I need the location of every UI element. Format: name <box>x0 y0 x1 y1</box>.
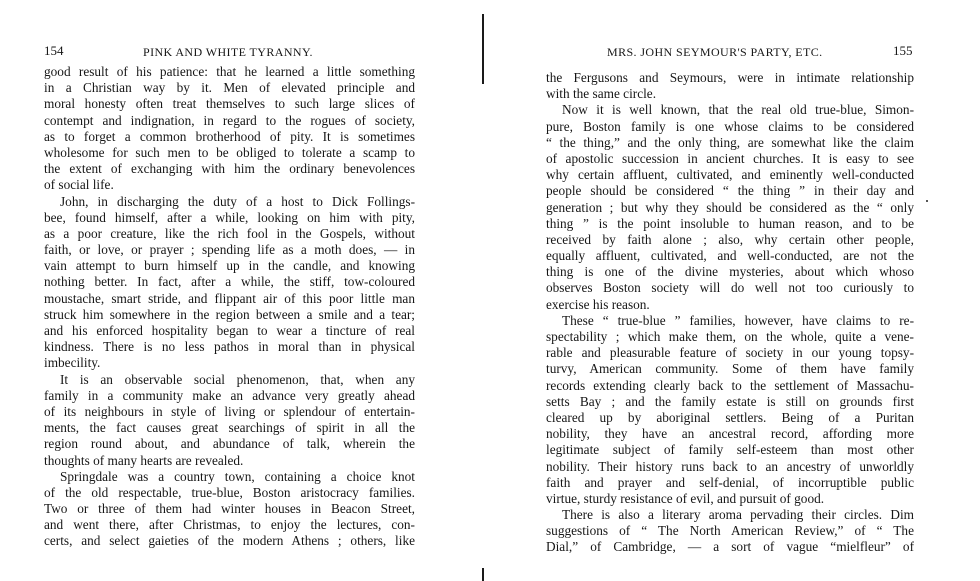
text-line: Dial,” of Cambridge, — a sort of vague “mielfleur” of <box>546 539 914 555</box>
text-line: thoughts of many hearts are revealed. <box>44 452 244 468</box>
text-line: Springdale was a country town, containing a choice knot <box>60 468 415 484</box>
text-line: of social life. <box>44 177 114 193</box>
text-line: thing ” is the point insoluble to human reason, and to be <box>546 215 914 231</box>
text-line: and went there, after Christmas, to enjoy the lectures, con- <box>44 517 415 533</box>
text-line: as a poor creature, like the rich fool in the Gospels, without <box>44 225 415 241</box>
right-page-number: 155 <box>893 43 913 58</box>
text-line: turvy, American community. Some of them have family <box>546 361 914 377</box>
gutter-line <box>482 14 484 84</box>
left-page-number: 154 <box>44 43 64 58</box>
text-line: why certain affluent, cultivated, and eminently well-conducted <box>546 167 914 183</box>
text-line: John, in discharging the duty of a host to Dick Follings- <box>60 193 415 209</box>
text-line: as to forget a common brotherhood of pity. It is sometimes <box>44 128 415 144</box>
gutter-line-bottom <box>482 568 484 581</box>
text-line: generation ; but why they should be considered as the “ only <box>546 199 914 215</box>
text-line: Two or three of them had winter houses in Beacon Street, <box>44 501 415 517</box>
text-line: suggestions of “ The North American Review,” of “ The <box>546 523 914 539</box>
text-line: region round about, and abundance of talk, wherein the <box>44 436 415 452</box>
text-line: spectability ; which make them, on the whole, quite a vene- <box>546 329 914 344</box>
text-line: thing is one of the divine mysteries, about which whoso <box>546 264 914 280</box>
text-line: observes Boston society will do well not too curiously to <box>546 280 914 296</box>
text-line: virtue, sturdy resistance of evil, and pursuit of good. <box>546 490 825 506</box>
text-line: the extent of exchanging with him the ordinary benevolences <box>44 161 415 177</box>
text-line: contempt and indignation, in regard to the rogues of society, <box>44 112 415 128</box>
text-line: family in a community make an advance very greatly ahead <box>44 387 415 403</box>
right-running-head: MRS. JOHN SEYMOUR'S PARTY, ETC. <box>607 45 823 59</box>
text-line: nobility. Their history runs back to an ancestry of unworldly <box>546 458 914 474</box>
text-line: rable and pleasurable feature of society in our young topsy- <box>546 345 914 361</box>
text-line: equally affluent, cultivated, and well-conducted, are not the <box>546 248 914 264</box>
text-line: with the same circle. <box>546 86 657 102</box>
text-line: people should be considered “ the thing ” in their day and <box>546 183 914 199</box>
text-line: nothing better. In fact, after a while, the stiff, tow-coloured <box>44 274 415 290</box>
text-line: These “ true-blue ” families, however, have claims to re- <box>562 312 914 328</box>
text-line: Now it is well known, that the real old true-blue, Simon- <box>562 102 914 118</box>
text-line: imbecility. <box>44 355 101 371</box>
text-line: wholesome for such men to be obliged to tolerate a scamp to <box>44 144 415 160</box>
text-line: certs, and select gaieties of the modern Athens ; others, like <box>44 533 415 549</box>
text-line: pure, Boston family is one whose claims to be considered <box>546 118 914 134</box>
text-line: struck him somewhere in the region between a smile and a tear; <box>44 306 415 322</box>
text-line: “ the thing,” and the only thing, are somewhat like the claim <box>546 134 914 150</box>
text-line: bee, found himself, after a while, looking on him with pity, <box>44 209 415 225</box>
text-line: and his enforced hospitality began to wear a tincture of real <box>44 323 415 338</box>
text-line: the Fergusons and Seymours, were in intimate relationship <box>546 70 914 85</box>
text-line: of the old respectable, true-blue, Boston aristocracy families. <box>44 484 415 500</box>
text-line: There is also a literary aroma pervading their circles. Dim <box>562 507 914 523</box>
text-line: legitimate subject of family self-esteem than most other <box>546 442 914 458</box>
text-line: in a Christian way by it. Men of elevated principle and <box>44 80 415 96</box>
text-line: nobility, they have an ancestral record, affording more <box>546 426 914 442</box>
text-line: of its neighbours in style of living or splendour of entertain- <box>44 403 415 419</box>
text-line: faith and prayer and self-denial, of incorruptible public <box>546 474 914 490</box>
left-running-head: PINK AND WHITE TYRANNY. <box>143 45 313 59</box>
text-line: exercise his reason. <box>546 296 650 312</box>
text-line: moral honesty often treat themselves to such large slices of <box>44 96 415 112</box>
left-page-text <box>44 64 415 550</box>
right-page-text <box>546 70 914 556</box>
text-line: faith, or love, or prayer ; spending life as a moth does, — in <box>44 242 415 258</box>
text-line: received by faith alone ; also, why certain other people, <box>546 231 914 247</box>
text-line: kindness. There is no less pathos in moral than in physical <box>44 339 415 355</box>
text-line: ments, the fact causes great searchings of spirit in all the <box>44 420 415 436</box>
text-line: It is an observable social phenomenon, that, when any <box>60 371 415 387</box>
text-line: moustache, smart stride, and flippant air of this poor little man <box>44 290 415 306</box>
text-line: setts Bay ; and the family estate is still on grounds first <box>546 393 914 409</box>
left-page <box>0 0 480 581</box>
text-line: of apostolic succession in ancient churches. It is easy to see <box>546 150 914 166</box>
text-line: good result of his patience: that he learned a little something <box>44 64 415 79</box>
text-line: records extending clearly back to the settlement of Massachu- <box>546 377 914 393</box>
text-line: cleared up by aboriginal settlers. Being of a Puritan <box>546 409 914 425</box>
right-page <box>486 0 980 581</box>
text-line: vain attempt to burn himself up in the candle, and knowing <box>44 258 415 274</box>
